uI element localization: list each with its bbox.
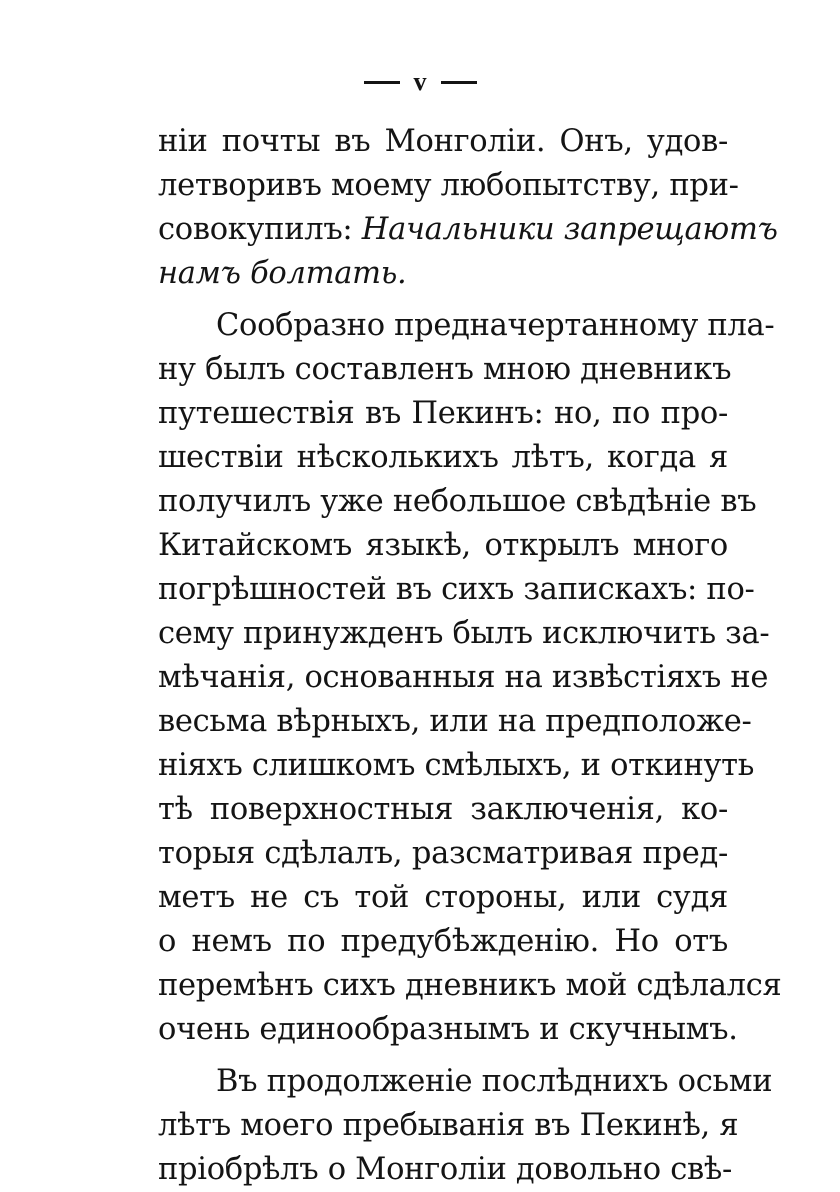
text-line: о немъ по предубѣжденію. Но отъ [158,924,728,959]
text-line: погрѣшностей въ сихъ запискахъ: по- [158,572,755,607]
text-line: мѣчанія, основанныя на извѣстіяхъ не [158,660,769,695]
text-line: Въ продолженіе послѣднихъ осьми [216,1064,773,1099]
text-line: получилъ уже небольшое свѣдѣніе въ [158,484,757,519]
text-line: пріобрѣлъ о Монголіи довольно свѣ- [158,1152,732,1187]
paragraph-2 [158,304,782,1052]
text-span: совокупилъ: [158,212,362,247]
paragraph-3 [158,1060,773,1192]
text-line: Китайскомъ языкѣ, открылъ много [158,528,728,563]
text-line: сему принужденъ былъ исключить за- [158,616,770,651]
text-line: шествіи нѣсколькихъ лѣтъ, когда я [158,440,728,475]
text-line: путешествія въ Пекинъ: но, по про- [158,396,728,431]
italic-text: Начальники запрещаютъ [361,212,778,247]
text-line [158,208,778,252]
text-line: весьма вѣрныхъ, или на предположе- [158,704,752,739]
text-line: перемѣнъ сихъ дневникъ мой сдѣлался [158,968,782,1003]
header-dash-right [441,81,477,84]
text-line: Сообразно предначертанному пла- [216,308,775,343]
text-line: летворивъ моему любопытству, при- [158,168,739,203]
header-dash-left [364,81,400,84]
paragraph-1 [158,120,778,296]
text-line: очень единообразнымъ и скучнымъ. [158,1012,738,1047]
text-line: тѣ поверхностныя заключенія, ко- [158,792,728,827]
page-header [0,64,840,100]
text-line: торыя сдѣлалъ, разсматривая пред- [158,836,728,871]
text-line: ніяхъ слишкомъ смѣлыхъ, и откинуть [158,748,755,783]
text-line: лѣтъ моего пребыванія въ Пекинѣ, я [158,1108,739,1143]
italic-text-line: намъ болтать. [158,256,407,291]
text-line: ніи почты въ Монголіи. Онъ, удов- [158,124,728,159]
text-line: ну былъ составленъ мною дневникъ [158,352,732,387]
page-body [158,120,782,1192]
text-line: метъ не съ той стороны, или судя [158,880,728,915]
page-number: v [413,67,427,96]
